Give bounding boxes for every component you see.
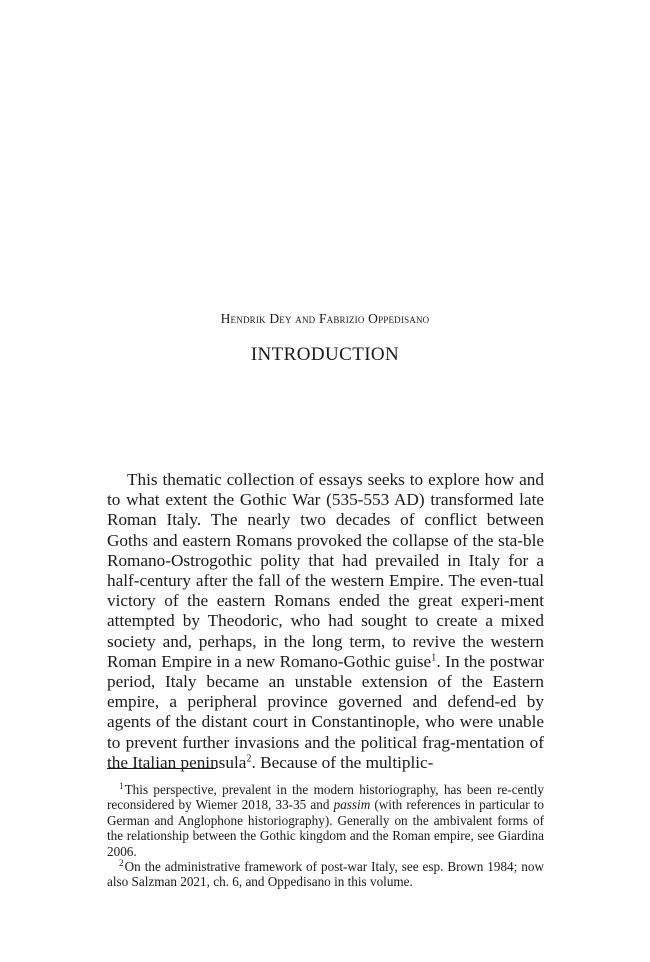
footnote-number: 2 <box>119 857 124 868</box>
body-text: . Because of the multiplic- <box>251 752 434 772</box>
footnote-italic: passim <box>333 797 371 813</box>
footnote-text: On the administrative framework of post-war Italy, see esp. Brown 1984; now also Salzman 2021, ch. 6, and Oppedisano in this volume. <box>107 859 544 890</box>
author-line <box>0 311 650 327</box>
author-name: Fabrizio Oppedisano <box>318 311 430 326</box>
author-connector: and <box>295 311 316 326</box>
body-paragraph <box>107 470 544 773</box>
footnotes <box>107 782 544 890</box>
footnote-separator <box>107 768 216 769</box>
footnote-text: This perspective, prevalent in the modern historiography, has been re-cently reconsidered by Wiemer 2018, 33-35 and <box>107 782 544 813</box>
footnote <box>107 782 544 859</box>
author-name: Hendrik Dey <box>220 311 292 326</box>
footnote-number: 1 <box>119 780 124 791</box>
footnote <box>107 859 544 890</box>
body-text: . In the postwar period, Italy became an unstable extension of the Eastern empire, a peripheral province governed and defend-ed by agents of the distant court in Constantinople, who were unable to prevent further invasions and the political frag-mentation of the Italian peninsula <box>107 651 544 772</box>
footnote-ref[interactable]: 2 <box>246 753 252 765</box>
footnote-ref[interactable]: 1 <box>431 652 437 664</box>
body-text: This thematic collection of essays seeks to explore how and to what extent the Gothic War (535-553 AD) transformed late Roman Italy. The nearly two decades of conflict between Goths and eastern Romans provoked the collapse of the sta-ble Romano-Ostrogothic polity that had prevailed in Italy for a half-century after the fall of the western Empire. The even-tual victory of the eastern Romans ended the great experi-ment attempted by Theodoric, who had sought to create a mixed society and, perhaps, in the long term, to revive the western Roman Empire in a new Romano-Gothic guise <box>107 470 544 671</box>
chapter-title: INTRODUCTION <box>250 344 400 365</box>
footnote-text: (with references in particular to German and Anglophone historiography). Generally on the ambivalent forms of the relationship between the Gothic kingdom and the Roman empire, see Giardina 2006. <box>107 797 545 859</box>
